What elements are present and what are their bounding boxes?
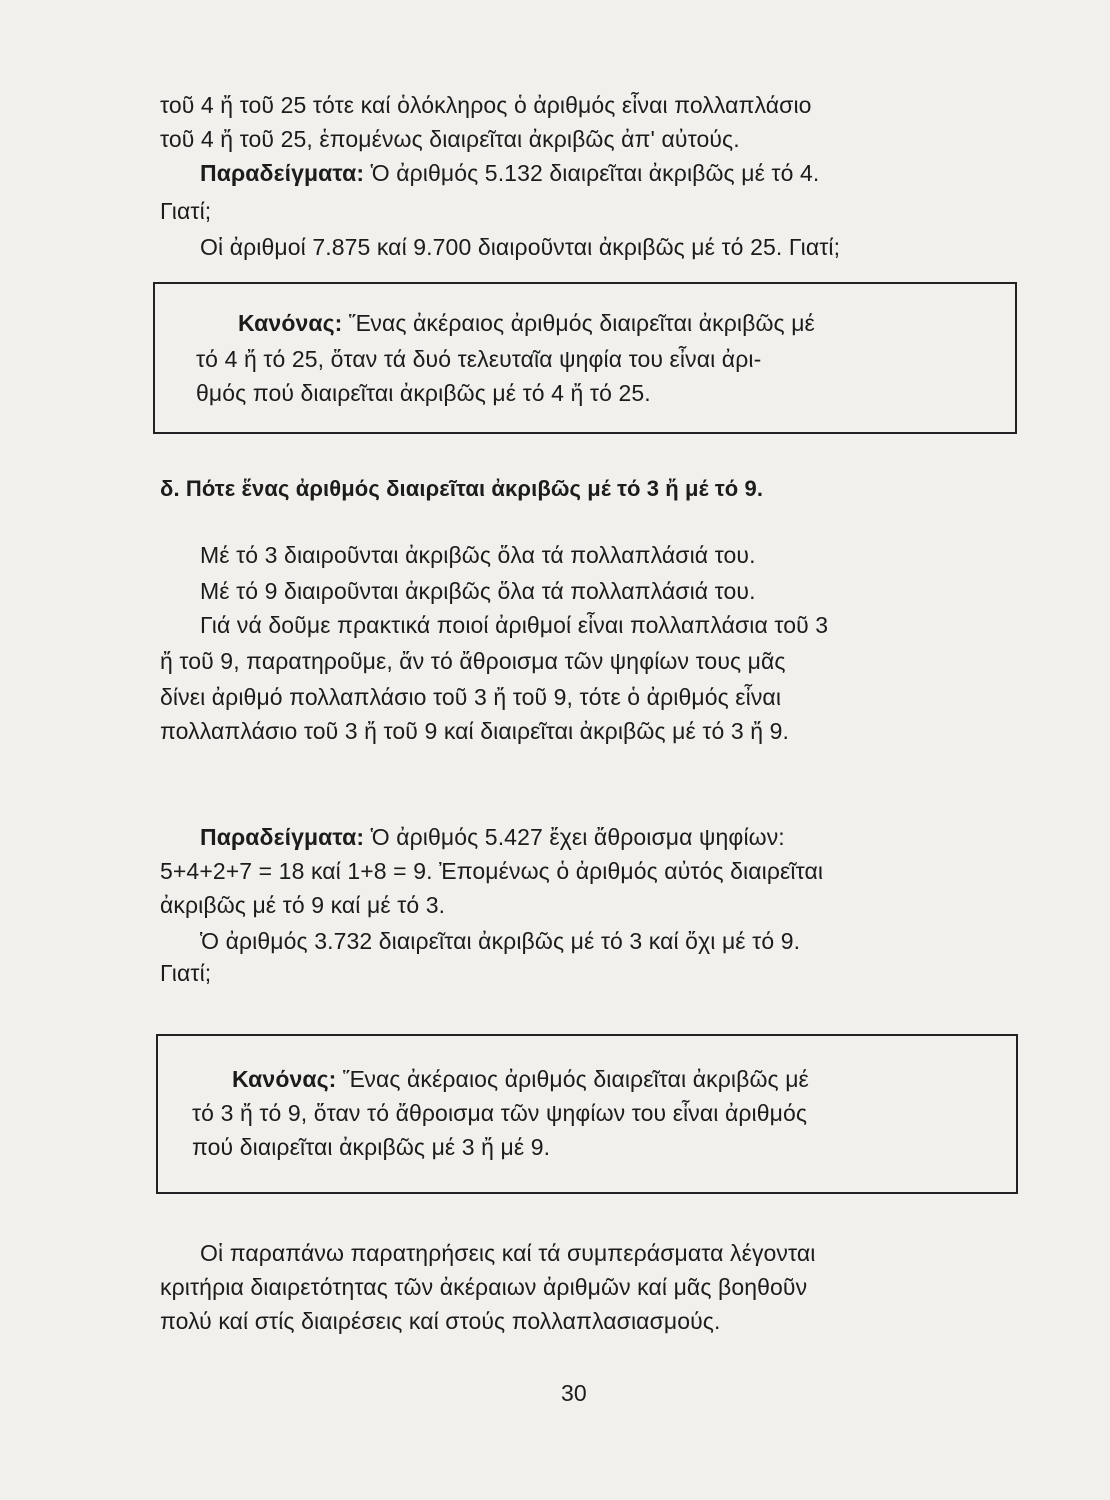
rule-2-text: Ἕνας ἀκέραιος ἀριθμός διαιρεῖται ἀκριβῶς μέ [336, 1066, 809, 1092]
examples-2-text: Ὁ ἀριθμός 5.427 ἔχει ἄθροισμα ψηφίων: [364, 824, 785, 850]
rule-1-line-3: θμός πού διαιρεῖται ἀκριβῶς μέ τό 4 ἤ τό 25. [196, 380, 651, 406]
examples-2-line-1 [200, 822, 785, 852]
rule-1-label: Κανόνας: [238, 310, 343, 336]
section-d-heading: δ. Πότε ἕνας ἀριθμός διαιρεῖται ἀκριβῶς μέ τό 3 ἤ μέ τό 9. [160, 476, 764, 501]
examples-1-text: Ὁ ἀριθμός 5.132 διαιρεῖται ἀκριβῶς μέ τό 4. [364, 160, 820, 186]
section-d-line-1: Μέ τό 3 διαιροῦνται ἀκριβῶς ὅλα τά πολλαπλάσιά του. [200, 542, 756, 568]
section-d-line-4: ἤ τοῦ 9, παρατηροῦμε, ἄν τό ἄθροισμα τῶν ψηφίων τους μᾶς [160, 648, 786, 674]
examples-2-line-3: ἀκριβῶς μέ τό 9 καί μέ τό 3. [160, 892, 446, 918]
rule-2-line-3: πού διαιρεῖται ἀκριβῶς μέ 3 ἤ μέ 9. [192, 1134, 551, 1160]
examples-2-line-5: Γιατί; [160, 960, 212, 986]
rule-2-label: Κανόνας: [232, 1066, 337, 1092]
page-number: 30 [561, 1380, 587, 1406]
rule-2-line-1 [232, 1064, 809, 1094]
section-d-line-2: Μέ τό 9 διαιροῦνται ἀκριβῶς ὅλα τά πολλαπλάσιά του. [200, 578, 756, 604]
section-d-line-3: Γιά νά δοῦμε πρακτικά ποιοί ἀριθμοί εἶναι πολλαπλάσια τοῦ 3 [200, 612, 829, 638]
rule-2-line-2: τό 3 ἤ τό 9, ὅταν τό ἄθροισμα τῶν ψηφίων του εἶναι ἀριθμός [192, 1100, 808, 1126]
rule-1-text: Ἕνας ἀκέραιος ἀριθμός διαιρεῖται ἀκριβῶς μέ [342, 310, 815, 336]
rule-1-line-2: τό 4 ἤ τό 25, ὅταν τά δυό τελευταῖα ψηφία του εἶναι ἀρι- [196, 346, 762, 372]
examples-1-line-2: Γιατί; [160, 198, 212, 224]
examples-1-line-3: Οἱ ἀριθμοί 7.875 καί 9.700 διαιροῦνται ἀκριβῶς μέ τό 25. Γιατί; [200, 234, 841, 260]
examples-1-line-1 [200, 158, 819, 188]
closing-line-3: πολύ καί στίς διαιρέσεις καί στούς πολλαπλασιασμούς. [160, 1308, 721, 1334]
section-d-line-5: δίνει ἀριθμό πολλαπλάσιο τοῦ 3 ἤ τοῦ 9, τότε ὁ ἀριθμός εἶναι [160, 684, 782, 710]
closing-line-1: Οἱ παραπάνω παρατηρήσεις καί τά συμπεράσματα λέγονται [200, 1240, 816, 1266]
examples-2-line-2: 5+4+2+7 = 18 καί 1+8 = 9. Ἐπομένως ὁ ἀριθμός αὐτός διαιρεῖται [160, 858, 824, 884]
closing-line-2: κριτήρια διαιρετότητας τῶν ἀκέραιων ἀριθμῶν καί μᾶς βοηθοῦν [160, 1274, 808, 1300]
examples-1-label: Παραδείγματα: [200, 160, 365, 186]
intro-line-2: τοῦ 4 ἤ τοῦ 25, ἑπομένως διαιρεῖται ἀκριβῶς ἀπ' αὐτούς. [160, 126, 740, 152]
examples-2-line-4: Ὁ ἀριθμός 3.732 διαιρεῖται ἀκριβῶς μέ τό 3 καί ὄχι μέ τό 9. [200, 928, 801, 954]
intro-line-1: τοῦ 4 ἤ τοῦ 25 τότε καί ὁλόκληρος ὁ ἀριθμός εἶναι πολλαπλάσιο [160, 92, 812, 118]
examples-2-label: Παραδείγματα: [200, 824, 365, 850]
section-d-line-6: πολλαπλάσιο τοῦ 3 ἤ τοῦ 9 καί διαιρεῖται ἀκριβῶς μέ τό 3 ἤ 9. [160, 718, 790, 744]
rule-1-line-1 [238, 308, 815, 338]
